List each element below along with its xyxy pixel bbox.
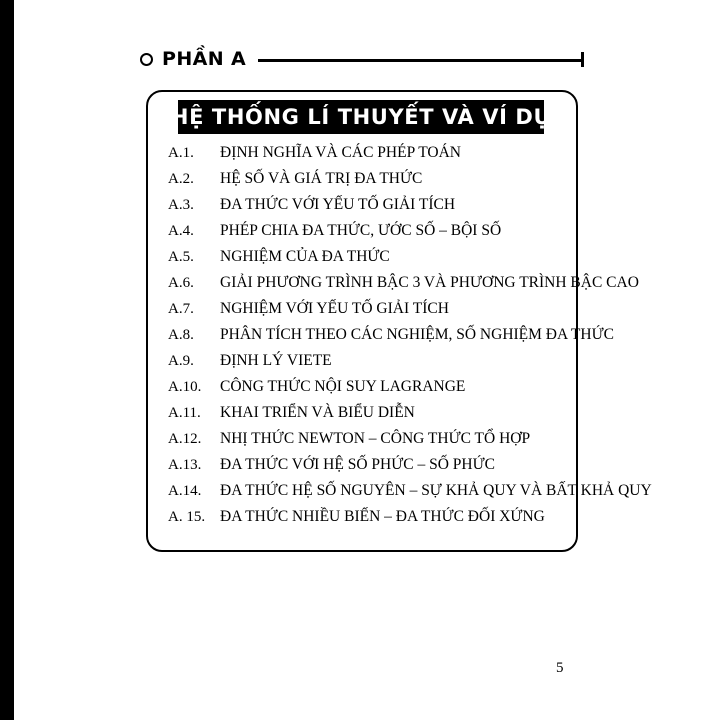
header-rule-cap (581, 52, 584, 67)
toc-item-label: HỆ SỐ VÀ GIÁ TRỊ ĐA THỨC (220, 170, 423, 187)
header-rule (258, 59, 581, 62)
toc-item-label: NHỊ THỨC NEWTON – CÔNG THỨC TỔ HỢP (220, 430, 531, 447)
toc-item-label: ĐỊNH LÝ VIETE (220, 352, 332, 369)
toc-item-label: ĐA THỨC NHIỀU BIẾN – ĐA THỨC ĐỐI XỨNG (220, 508, 545, 525)
list-item (168, 222, 568, 248)
toc-item-number: A.9. (168, 353, 194, 369)
list-item (168, 300, 568, 326)
toc-item-number: A.2. (168, 171, 194, 187)
toc-item-label: ĐỊNH NGHĨA VÀ CÁC PHÉP TOÁN (220, 144, 461, 161)
toc-item-label: NGHIỆM CỦA ĐA THỨC (220, 248, 390, 265)
toc-item-label: KHAI TRIỂN VÀ BIỂU DIỄN (220, 404, 415, 421)
toc-item-label: ĐA THỨC VỚI YẾU TỐ GIẢI TÍCH (220, 196, 456, 213)
page-spine-edge (0, 0, 14, 720)
toc-item-number: A.1. (168, 145, 194, 161)
list-item (168, 482, 652, 508)
list-item (168, 274, 639, 300)
toc-item-number: A.12. (168, 431, 202, 447)
list-item (168, 508, 568, 534)
contents-banner-title: HỆ THỐNG LÍ THUYẾT VÀ VÍ DỤ (170, 105, 552, 129)
section-header (140, 44, 584, 74)
toc-item-number: A.5. (168, 249, 194, 265)
toc-item-number: A.13. (168, 457, 202, 473)
circle-outline-icon (140, 53, 153, 66)
table-of-contents (168, 144, 652, 534)
list-item (168, 352, 568, 378)
section-header-title: PHẦN A (162, 48, 247, 70)
toc-item-number: A.4. (168, 223, 194, 239)
list-item (168, 404, 568, 430)
toc-item-label: GIẢI PHƯƠNG TRÌNH BẬC 3 VÀ PHƯƠNG TRÌNH BẬC CAO (220, 274, 639, 291)
list-item (168, 456, 568, 482)
list-item (168, 378, 568, 404)
list-item (168, 326, 614, 352)
toc-item-label: ĐA THỨC VỚI HỆ SỐ PHỨC – SỐ PHỨC (220, 456, 495, 473)
toc-item-number: A.14. (168, 483, 202, 499)
list-item (168, 248, 568, 274)
list-item (168, 170, 568, 196)
toc-item-number: A. 15. (168, 509, 206, 525)
toc-item-number: A.7. (168, 301, 194, 317)
toc-item-label: CÔNG THỨC NỘI SUY LAGRANGE (220, 378, 466, 395)
list-item (168, 144, 568, 170)
list-item (168, 430, 568, 456)
toc-item-label: ĐA THỨC HỆ SỐ NGUYÊN – SỰ KHẢ QUY VÀ BẤT KHẢ QUY (220, 482, 652, 499)
toc-item-number: A.10. (168, 379, 202, 395)
toc-item-number: A.3. (168, 197, 194, 213)
toc-item-label: PHÉP CHIA ĐA THỨC, ƯỚC SỐ – BỘI SỐ (220, 222, 502, 239)
toc-item-number: A.8. (168, 327, 194, 343)
toc-item-number: A.11. (168, 405, 201, 421)
toc-item-label: NGHIỆM VỚI YẾU TỐ GIẢI TÍCH (220, 300, 449, 317)
toc-item-label: PHÂN TÍCH THEO CÁC NGHIỆM, SỐ NGHIỆM ĐA THỨC (220, 326, 614, 343)
page-number: 5 (556, 660, 564, 676)
page-spine-inner-gap (14, 0, 18, 720)
contents-banner (170, 100, 552, 134)
list-item (168, 196, 568, 222)
toc-item-number: A.6. (168, 275, 194, 291)
